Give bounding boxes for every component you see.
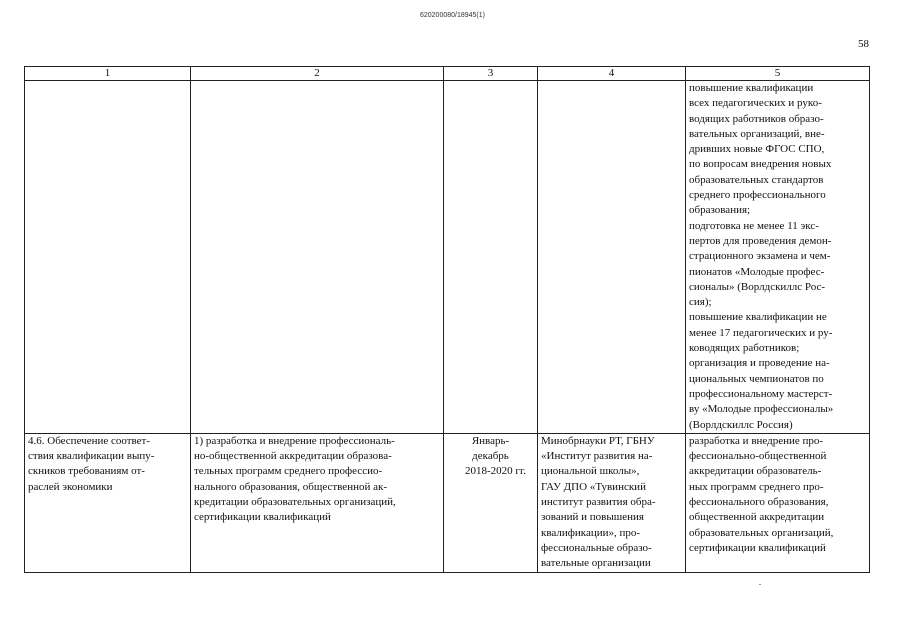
period-line-3: 2018-2020 гг. <box>465 465 526 478</box>
column-number-4: 4 <box>538 67 686 81</box>
page-number: 58 <box>858 38 869 50</box>
column-number-row <box>25 67 870 81</box>
cell-result: разработка и внедрение про- фессионально-общественной аккредитации образователь- ных программ среднего про- фессионального образования, общественной аккредитации образовательных организаций, сертификации квалификаций <box>686 433 870 572</box>
cell-activity: 1) разработка и внедрение профессиональ- но-общественной аккредитации образова- тельных программ среднего профессио- нального образования, общественной ак- кредитации образовательных организаций, сертификации квалификаций <box>191 433 444 572</box>
cell-activity <box>191 81 444 434</box>
cell-executors <box>538 81 686 434</box>
document-id: 620200080/18945(1) <box>419 12 485 19</box>
table-row-continued <box>25 81 870 434</box>
column-number-5: 5 <box>686 67 870 81</box>
cell-measure: 4.6. Обеспечение соответ- ствия квалификации выпу- скников требованиям от- раслей экономики <box>25 433 191 572</box>
cell-executors: Минобрнауки РТ, ГБНУ «Институт развития на- циональной школы», ГАУ ДПО «Тувинский институт развития обра- зований и повышения квалификации», про- фессиональные образо- вательные организации <box>538 433 686 572</box>
period-line-1: Январь- <box>471 434 510 447</box>
cell-measure <box>25 81 191 434</box>
cell-period <box>444 81 538 434</box>
column-number-1: 1 <box>25 67 191 81</box>
table-row-4-6 <box>25 433 870 572</box>
cell-result: повышение квалификации всех педагогических и руко- водящих работников образо- вательных организаций, вне- дривших новые ФГОС СПО, по вопросам внедрения новых образовательных стандартов среднего профессионального образования; подготовка не менее 11 экс- пертов для проведения демон- страционного экзамена и чем- пионатов «Молодые профес- сионалы» (Ворлдскиллс Рос- сия); повышение квалификации не менее 17 педагогических и ру- ководящих работников; организация и проведение на- циональных чемпионатов по профессиональному мастерст- ву «Молодые профессионалы» (Ворлдскиллс Россия) <box>686 81 870 434</box>
column-number-3: 3 <box>444 67 538 81</box>
period-line-2: декабрь <box>472 450 509 463</box>
measures-table <box>24 66 870 573</box>
cell-period <box>444 433 538 572</box>
column-number-2: 2 <box>191 67 444 81</box>
scan-speck <box>759 584 761 585</box>
